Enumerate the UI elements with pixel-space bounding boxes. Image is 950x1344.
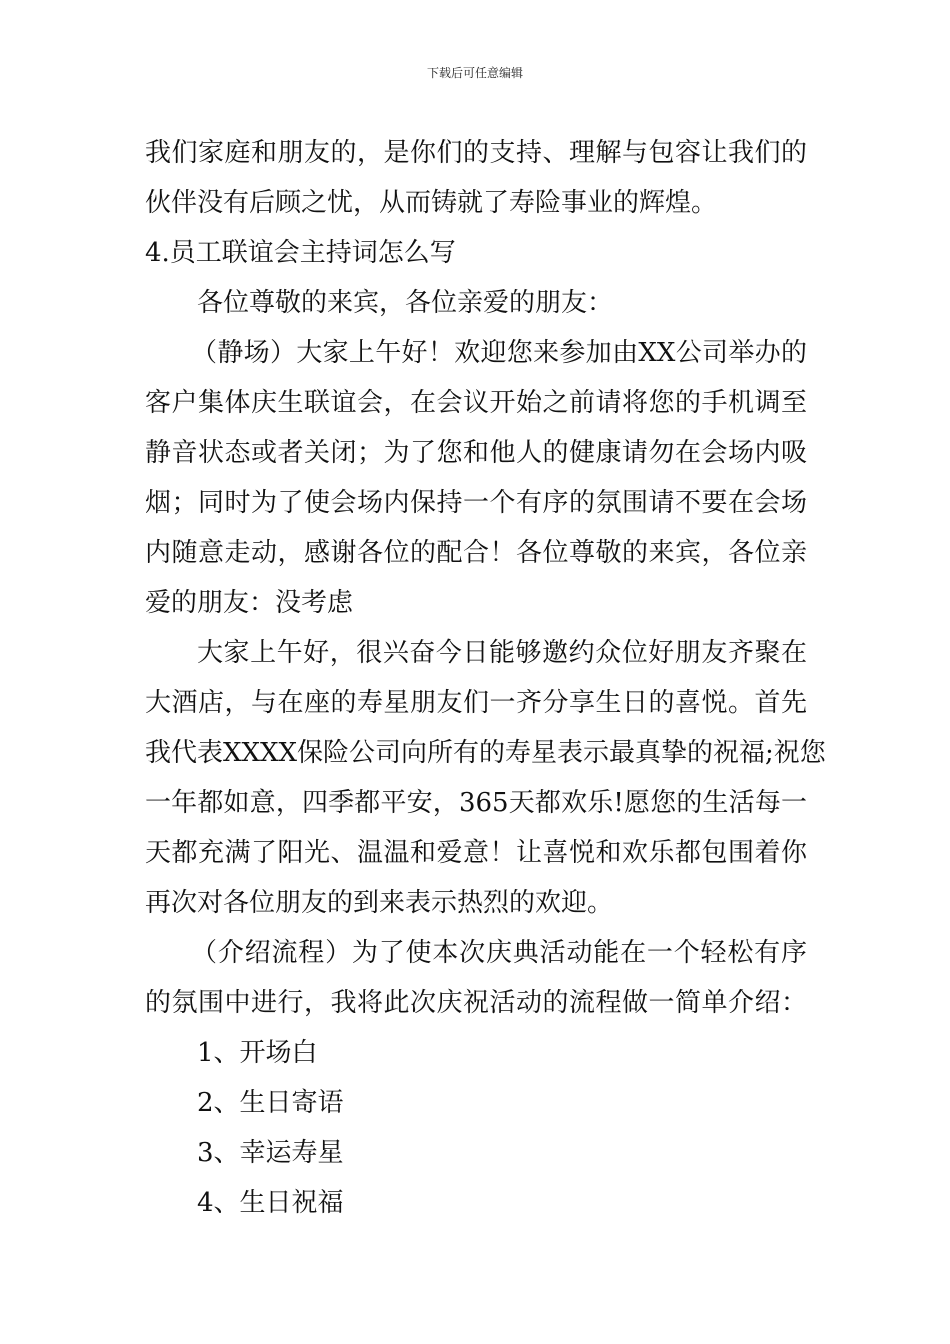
paragraph-line: 我们家庭和朋友的，是你们的支持、理解与包容让我们的: [145, 138, 807, 168]
paragraph-line: 的氛围中进行，我将此次庆祝活动的流程做一简单介绍：: [145, 988, 807, 1018]
paragraph-line: 烟；同时为了使会场内保持一个有序的氛围请不要在会场: [145, 488, 807, 518]
paragraph-line: 静音状态或者关闭；为了您和他人的健康请勿在会场内吸: [145, 438, 807, 468]
list-item: 2、生日寄语: [197, 1088, 344, 1118]
list-item: 1、开场白: [197, 1038, 318, 1068]
paragraph-line: 我代表XXXX保险公司向所有的寿星表示最真挚的祝福;祝您: [145, 738, 826, 768]
paragraph-line: （静场）大家上午好！欢迎您来参加由XX公司举办的: [191, 338, 807, 368]
paragraph-line: 内随意走动，感谢各位的配合！各位尊敬的来宾，各位亲: [145, 538, 807, 568]
paragraph-line: （介绍流程）为了使本次庆典活动能在一个轻松有序: [191, 938, 807, 968]
list-item: 3、幸运寿星: [197, 1138, 344, 1168]
paragraph-line: 天都充满了阳光、温温和爱意！让喜悦和欢乐都包围着你: [145, 838, 807, 868]
list-item: 4、生日祝福: [197, 1188, 344, 1218]
section-heading: 4.员工联谊会主持词怎么写: [145, 238, 456, 268]
document-body: [145, 128, 826, 1228]
paragraph-line: 一年都如意，四季都平安，365天都欢乐!愿您的生活每一: [145, 788, 807, 818]
paragraph-line: 再次对各位朋友的到来表示热烈的欢迎。: [145, 888, 614, 918]
page-header: 下载后可任意编辑: [426, 66, 523, 80]
paragraph-line: 大家上午好，很兴奋今日能够邀约众位好朋友齐聚在: [197, 638, 807, 668]
paragraph-line: 各位尊敬的来宾，各位亲爱的朋友：: [197, 288, 614, 318]
paragraph-line: 大酒店，与在座的寿星朋友们一齐分享生日的喜悦。首先: [145, 688, 807, 718]
paragraph-line: 客户集体庆生联谊会，在会议开始之前请将您的手机调至: [145, 388, 807, 418]
paragraph-line: 爱的朋友：没考虑: [145, 588, 354, 618]
paragraph-line: 伙伴没有后顾之忧，从而铸就了寿险事业的辉煌。: [145, 188, 718, 218]
